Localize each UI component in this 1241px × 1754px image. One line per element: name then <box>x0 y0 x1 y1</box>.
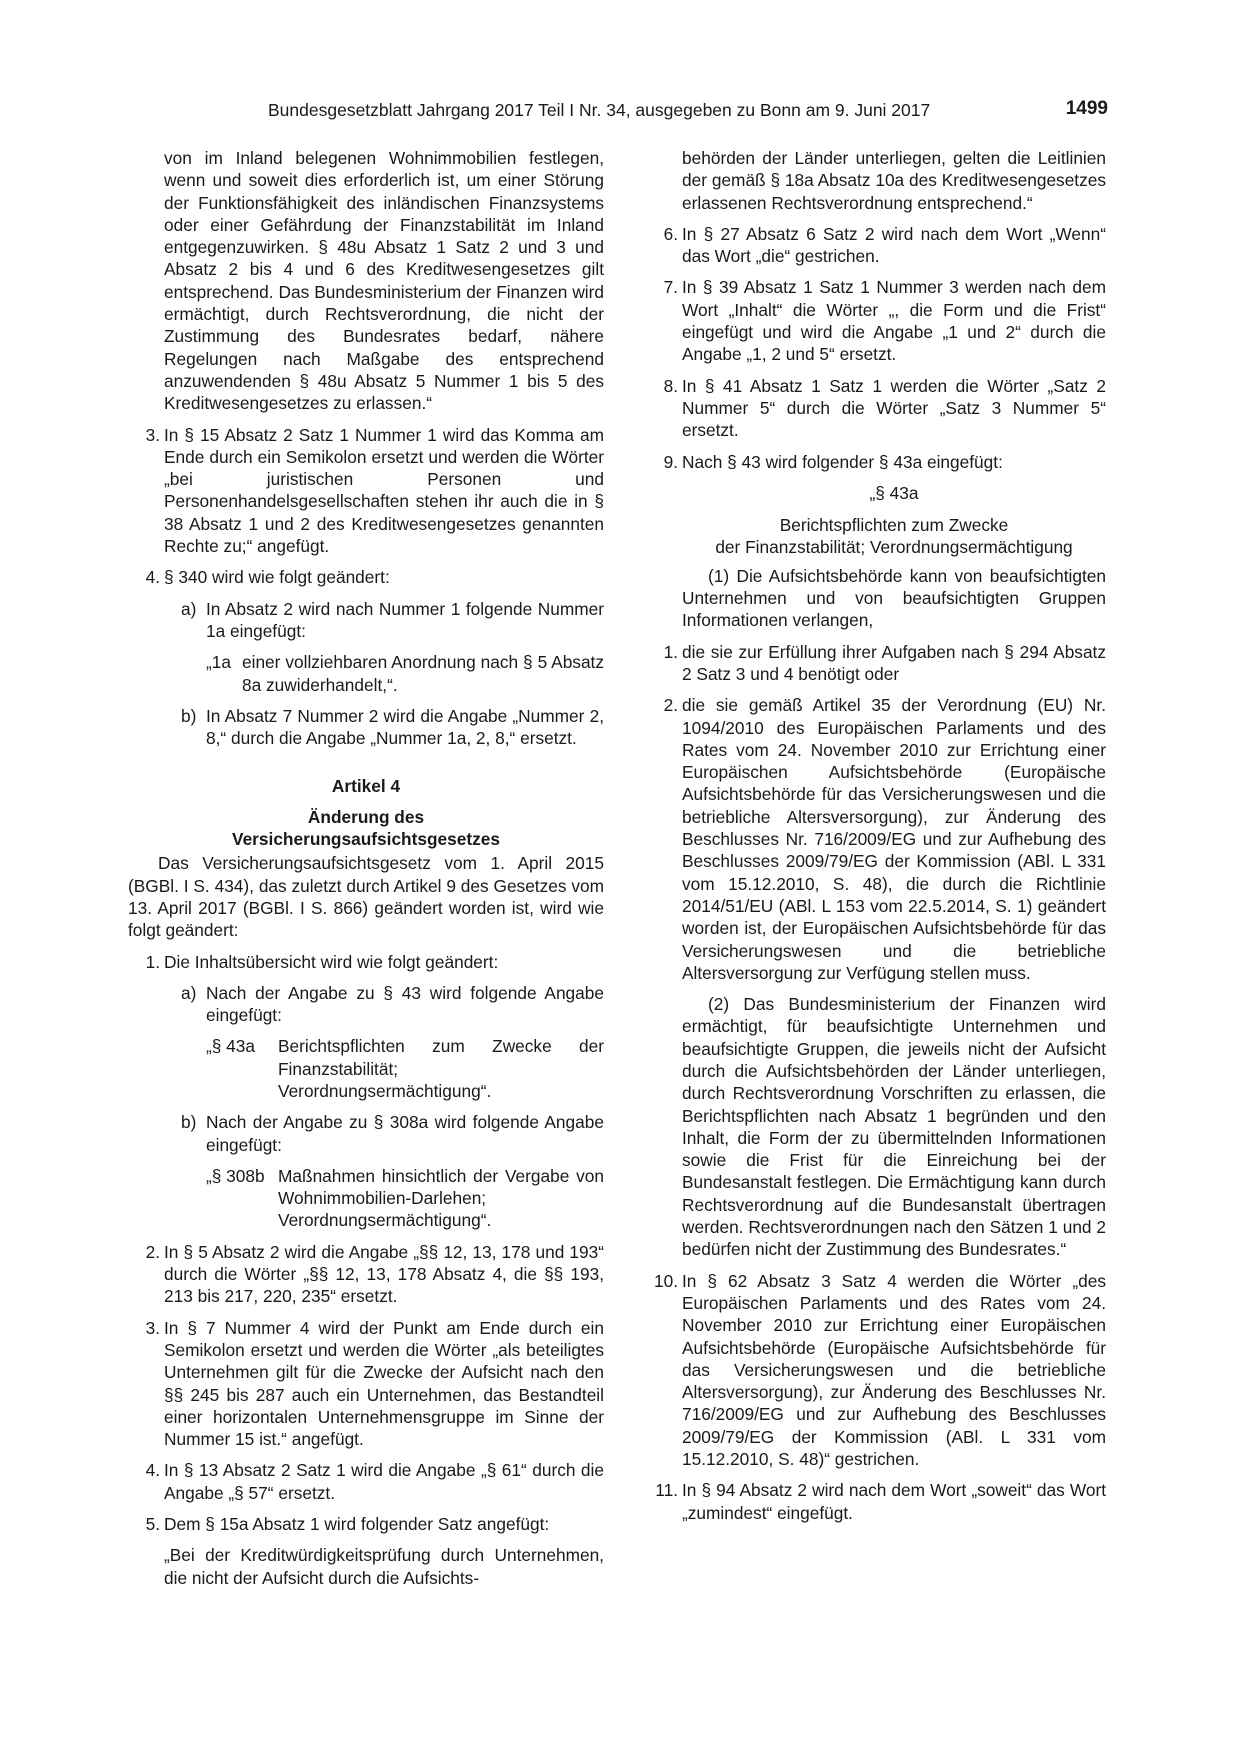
running-title: Bundesgesetzblatt Jahrgang 2017 Teil I Nr. 34, ausgegeben zu Bonn am 9. Juni 2017 <box>268 100 931 120</box>
item-number: 2. <box>663 695 678 716</box>
entry-text: Maßnahmen hinsichtlich der Vergabe von Wohnimmobilien-Darlehen; Verordnungsermächtigung“. <box>278 1165 604 1231</box>
section-paragraph: (2) Das Bundesministerium der Finanzen wird ermächtigt, für beaufsichtigte Unternehmen und beaufsichtigte Gruppen, die jeweils nicht der Aufsicht durch die Aufsichtsbehörden der Länder unterliegen, durch Rechtsverordnung Vorschriften zu erlassen, die Berichtspflichten nach Absatz 1 begründen und den Inhalt, die Form der zu übermittelnden Informationen sowie die Frist für die Einreichung bei der Bundesanstalt festlegen. Die Ermächtigung kann durch Rechtsverordnung auf die Bundesanstalt übertragen werden. Rechtsverordnungen nach den Sätzen 1 und 2 bedürfen nicht der Zustimmung des Bundesrates.“ <box>682 994 1106 1260</box>
list-item <box>128 951 604 973</box>
sub-item-letter: b) <box>181 1112 197 1133</box>
list-item <box>646 451 1106 473</box>
list-item <box>646 276 1106 365</box>
sub-item-letter: a) <box>181 598 197 619</box>
item-number: 3. <box>145 424 160 445</box>
article-title-line: Versicherungsaufsichtsgesetzes <box>232 829 500 850</box>
item-number: 1. <box>145 951 160 972</box>
item-number: 4. <box>145 567 160 588</box>
sub-item-letter: a) <box>181 982 197 1003</box>
item-number: 9. <box>663 451 678 472</box>
sub-item-text: In Absatz 7 Nummer 2 wird die Angabe „Nummer 2, 8,“ durch die Angabe „Nummer 1a, 2, 8,“ ersetzt. <box>206 705 604 749</box>
entry-text: einer vollziehbaren Anordnung nach § 5 Absatz 8a zuwiderhandelt,“. <box>242 652 604 695</box>
item-text: In § 13 Absatz 2 Satz 1 wird die Angabe „§ 61“ durch die Angabe „§ 57“ ersetzt. <box>164 1460 604 1503</box>
list-item <box>646 1270 1106 1471</box>
list-item <box>128 1317 604 1451</box>
item-text: In § 94 Absatz 2 wird nach dem Wort „soweit“ das Wort „zumindest“ eingefügt. <box>682 1480 1106 1523</box>
item-text: In § 27 Absatz 6 Satz 2 wird nach dem Wort „Wenn“ das Wort „die“ gestrichen. <box>682 223 1106 267</box>
list-item <box>646 694 1106 984</box>
entry-key: „§ 308b <box>206 1165 265 1186</box>
item-number: 4. <box>145 1460 160 1481</box>
item-text: Die Inhaltsübersicht wird wie folgt geändert: <box>164 951 499 972</box>
sub-item-text: Nach der Angabe zu § 308a wird folgende Angabe eingefügt: <box>206 1112 604 1155</box>
item-text: In § 62 Absatz 3 Satz 4 werden die Wörter „des Europäischen Parlaments und des Rates vom 24. November 2010 zur Errichtung einer Europäischen Aufsichtsbehörde (Europäische Aufsichtsbehörde für das Versicherungswesen und die betriebliche Altersversorgung), zur Änderung des Beschlusses Nr. 716/2009/EG und zur Aufhebung des Beschlusses 2009/79/EG der Kommission (ABl. L 331 vom 15.12.2010, S. 48)“ gestrichen. <box>682 1270 1106 1470</box>
continuation-text: behörden der Länder unterliegen, gelten die Leitlinien der gemäß § 18a Absatz 10a des Kreditwesengesetzes erlassenen Rechtsverordnung entsprechend.“ <box>682 148 1106 213</box>
entry-text: Berichtspflichten zum Zwecke der Finanzstabilität; Verordnungsermächtigung“. <box>278 1036 604 1101</box>
item-text: In § 15 Absatz 2 Satz 1 Nummer 1 wird das Komma am Ende durch ein Semikolon ersetzt und werden die Wörter „bei juristischen Personen und Personenhandelsgesellschaften stehen ihr auch die in § 38 Absatz 1 und 2 des Kreditwesengesetzes genannten Rechte zu;“ angefügt. <box>164 424 604 557</box>
entry-key: „1a <box>206 652 231 673</box>
list-item <box>128 1459 604 1504</box>
page-number: 1499 <box>1065 98 1108 119</box>
item-number: 3. <box>145 1317 160 1338</box>
item-text: In § 5 Absatz 2 wird die Angabe „§§ 12, 13, 178 und 193“ durch die Wörter „§§ 12, 13, 178 Absatz 4, die §§ 193, 213 bis 217, 220, 235“ ersetzt. <box>164 1241 604 1307</box>
list-item <box>646 375 1106 442</box>
list-item <box>128 1241 604 1308</box>
item-text: In § 41 Absatz 1 Satz 1 werden die Wörter „Satz 2 Nummer 5“ durch die Wörter „Satz 3 Nummer 5“ ersetzt. <box>682 375 1106 441</box>
item-text: Nach § 43 wird folgender § 43a eingefügt: <box>682 451 1003 472</box>
item-text: In § 39 Absatz 1 Satz 1 Nummer 3 werden nach dem Wort „Inhalt“ die Wörter „, die Form und die Frist“ eingefügt und wird die Angabe „1 und 2“ durch die Angabe „1, 2 und 5“ ersetzt. <box>682 277 1106 365</box>
item-number: 6. <box>663 223 678 244</box>
continuation-text: von im Inland belegenen Wohnimmobilien festlegen, wenn und soweit dies erforderlich ist, um einer Störung der Funktionsfähigkeit des inländischen Finanzsystems oder einer Gefährdung der Finanzstabilität im Inland entgegenzuwirken. § 48u Absatz 1 Satz 2 und 3 und Absatz 2 bis 4 und 6 des Kreditwesengesetzes gilt entsprechend. Das Bundesministerium der Finanzen wird ermächtigt, durch Rechtsverordnung, die nicht der Zustimmung des Bundesrates bedarf, nähere Regelungen nach Maßgabe des entsprechend anzuwendenden § 48u Absatz 5 Nummer 1 bis 5 des Kreditwesengesetzes zu erlassen.“ <box>164 148 604 414</box>
sub-item <box>181 598 604 643</box>
sub-item <box>181 982 604 1027</box>
list-item <box>646 223 1106 268</box>
sub-item-text: In Absatz 2 wird nach Nummer 1 folgende Nummer 1a eingefügt: <box>206 598 604 641</box>
item-number: 11. <box>655 1480 678 1501</box>
item-number: 2. <box>145 1241 160 1262</box>
item-text: Dem § 15a Absatz 1 wird folgender Satz angefügt: <box>164 1514 550 1535</box>
list-item <box>646 641 1106 686</box>
section-title-line: Berichtspflichten zum Zwecke <box>779 515 1009 536</box>
list-item <box>128 566 604 588</box>
section-title-line: der Finanzstabilität; Verordnungsermächtigung <box>715 537 1073 558</box>
quoted-entry <box>206 1035 604 1102</box>
quoted-entry <box>206 651 604 696</box>
list-item <box>128 1513 604 1535</box>
section-paragraph: (1) Die Aufsichtsbehörde kann von beaufsichtigten Unternehmen und von beaufsichtigten Gruppen Informationen verlangen, <box>682 565 1106 631</box>
quoted-entry <box>206 1165 604 1232</box>
item-text: § 340 wird wie folgt geändert: <box>164 567 390 588</box>
running-header <box>268 98 1108 124</box>
sub-item <box>181 1111 604 1156</box>
list-item <box>128 424 604 558</box>
sub-item-letter: b) <box>181 705 197 726</box>
item-text: die sie zur Erfüllung ihrer Aufgaben nach § 294 Absatz 2 Satz 3 und 4 benötigt oder <box>682 641 1106 684</box>
right-column <box>646 147 1106 1533</box>
item-number: 1. <box>663 641 678 662</box>
item-text: In § 7 Nummer 4 wird der Punkt am Ende durch ein Semikolon ersetzt und werden die Wörter „als beteiligtes Unternehmen gilt für die Zwecke der Aufsicht nach den §§ 245 bis 287 auch ein Unternehmen, das Bestandteil einer horizontalen Unternehmensgruppe im Sinne der Nummer 15 ist.“ angefügt. <box>164 1317 604 1450</box>
item-number: 7. <box>663 277 678 298</box>
sub-item <box>181 705 604 750</box>
article-heading: Artikel 4 <box>331 776 401 797</box>
article-intro: Das Versicherungsaufsichtsgesetz vom 1. April 2015 (BGBl. I S. 434), das zuletzt durch Artikel 9 des Gesetzes vom 13. April 2017 (BGBl. I S. 866) geändert worden ist, wird wie folgt geändert: <box>128 853 604 941</box>
item-text: die sie gemäß Artikel 35 der Verordnung (EU) Nr. 1094/2010 des Europäischen Parlaments und des Rates vom 24. November 2010 zur Errichtung einer Europäischen Aufsichtsbehörde (Europäische Aufsichtsbehörde für das Versicherungswesen und die betriebliche Altersversorgung), zur Änderung des Beschlusses Nr. 716/2009/EG und zur Aufhebung des Beschlusses 2009/79/EG der Kommission (ABl. L 331 vom 15.12.2010, S. 48), die durch die Richtlinie 2014/51/EU (ABl. L 153 vom 22.5.2014, S. 1) geändert worden ist, der Europäischen Aufsichtsbehörde für das Versicherungswesen und die betriebliche Altersversorgung zur Verfügung stellen muss. <box>682 695 1106 983</box>
list-item <box>646 1479 1106 1524</box>
item-number: 10. <box>653 1270 678 1291</box>
item-number: 8. <box>663 375 678 396</box>
item-number: 5. <box>145 1514 160 1535</box>
left-column <box>128 147 604 1589</box>
sub-item-text: Nach der Angabe zu § 43 wird folgende Angabe eingefügt: <box>206 982 604 1026</box>
entry-key: „§ 43a <box>206 1036 256 1057</box>
quoted-sentence: „Bei der Kreditwürdigkeitsprüfung durch Unternehmen, die nicht der Aufsicht durch die Aufsichts- <box>164 1545 604 1588</box>
section-heading: „§ 43a <box>869 482 919 503</box>
article-title-line: Änderung des <box>307 806 425 827</box>
